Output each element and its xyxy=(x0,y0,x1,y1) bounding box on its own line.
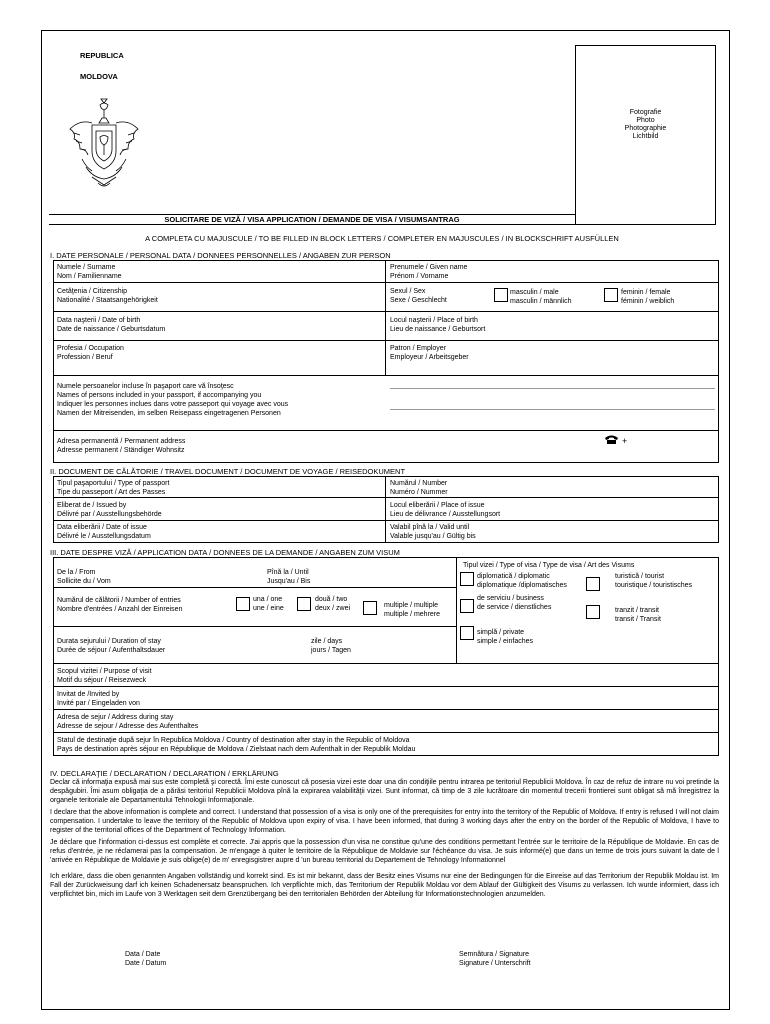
row-rule xyxy=(53,311,719,312)
transit-label: tranzit / transit transit / Transit xyxy=(615,607,661,623)
accompanying-persons-line-1[interactable] xyxy=(390,388,715,389)
private-checkbox[interactable] xyxy=(460,626,474,640)
section2-title: II. DOCUMENT DE CĂLĂTORIE / TRAVEL DOCUMENT / DOCUMENT DE VOYAGE / REISEDOKUMENT xyxy=(50,467,406,476)
place-of-birth-field[interactable]: Locul naşterii / Place of birth Lieu de naissance / Geburtsort xyxy=(390,317,486,333)
accompanying-persons-label: Numele persoanelor incluse în paşaport care vă însoţesc Names of persons included in your passport, if accompanying you Indiquer les personnes inclues dans votre passeport qui voyage avec vous Namen der Mitreisenden, im selben Reisepass eingetragenen Personen xyxy=(57,383,289,417)
row-rule xyxy=(53,709,719,710)
from-date-field[interactable]: De la / From Sollicite du / Vom xyxy=(57,569,111,585)
declaration-romanian: Declar că informaţia expusă mai sus este completă şi corectă. Îmi este cunoscut că posesia vizei este doar una din condiţiile pentru intrarea pe teritoriul Republicii Moldova. În caz de refuz de intrare nu voi pretinde la despăgubiri. Îmi asum obligaţia de a părăsi teritoriul Republicii Moldova pînă la expirarea valabilităţii vizei. Sunt informat, că timp de 3 zile lucrătoare din momentul trecerii frontierei sunt obligat să mă înregistrez la organele teritoriale ale Departamentului Tehnologii Informaţionale. xyxy=(50,779,719,804)
coat-of-arms-icon xyxy=(62,97,146,195)
photo-label: Fotografie Photo Photographie Lichtbild xyxy=(624,109,667,140)
declaration-french: Je déclare que l'information ci-dessus est complète et correcte. J'ai appris que la possession d'un visa ne constitue qu'une des conditions permettant l'entrée sur le territoire de la République de Moldavie. En cas de refus d'entrée, je ne réclamerai pas la compensation. Je m'engage à quiter le territoire de la République de Moldavie sur l'échéance du visa. Je suis informé(e) que dans un terme de trois jours suivant la date de l 'arrivée en République de Moldavie je suis oblige(e) de m' enregisgistrer aupre d 'un bureau territorial du Departement de Tehnology Informationnel xyxy=(50,839,719,864)
declaration-english: I declare that the above information is complete and correct. I understand that possession of a visa is only one of the prerequisites for entry into the territory of the Republic of Moldova. If entry is refused I will not claim compensation. I undertake to leave the territory of the Republic of Moldova upon expiry of visa. I have been informed, that during 3 working days after the entry on the border of the Republic of Moldova, I have to register of the territorial offices of the Department of Technology Information. xyxy=(50,809,719,834)
diplomatic-label: diplomatică / diplomatic diplomatique /diplomatisches xyxy=(477,573,567,589)
country-name-line1: REPUBLICA xyxy=(80,51,124,60)
telephone-icon xyxy=(604,434,619,445)
row-rule xyxy=(53,626,456,627)
declaration-german: Ich erkläre, dass die oben genannten Angaben vollständig und korrekt sind. Es ist mir bekannt, dass der Besitz eines Visums nur eine der Bedingungen für die Einreise auf das Territorium der Republik Moldau ist. Im Fall der Zurückweisung darf ich keinen Schadenersatz beanspruchen. Ich verpflichte mich, das Territorium der Republik Moldau vor dem Ablauf der Gültigkeit des Visums zu verlassen. Ich wurde informiert, dass ich verpflichtet bin, mich im Laufe von 3 Werktagen seit dem Grenzübergang bei den territorialen Behörden der Abteilung für Informationstechnologien anzumelden. xyxy=(50,873,719,898)
date-field[interactable]: Data / Date Date / Datum xyxy=(125,951,167,967)
invited-by-field[interactable]: Invitat de /Invited by Invité par / Eingeladen von xyxy=(57,691,140,707)
permanent-address-field[interactable]: Adresa permanentă / Permanent address Adresse permanent / Ständiger Wohnsitz xyxy=(57,438,186,454)
section2-divider xyxy=(385,476,386,543)
one-entry-checkbox[interactable] xyxy=(236,597,250,611)
employer-field[interactable]: Patron / Employer Employeur / Arbeitsgeber xyxy=(390,345,469,361)
sex-label: Sexul / Sex Sexe / Geschlecht xyxy=(390,288,447,304)
citizenship-field[interactable]: Cetăţenia / Citizenship Nationalité / Staatsangehörigkeit xyxy=(57,288,158,304)
diplomatic-checkbox[interactable] xyxy=(460,572,474,586)
accompanying-persons-line-2[interactable] xyxy=(390,409,715,410)
male-label: masculin / male masculin / männlich xyxy=(510,289,572,305)
row-rule xyxy=(53,686,719,687)
entries-label: Numărul de călătorii / Number of entries Nombre d'entrées / Anzahl der Einreisen xyxy=(57,597,183,613)
business-checkbox[interactable] xyxy=(460,599,474,613)
row-rule xyxy=(53,663,719,664)
row-rule xyxy=(53,430,719,431)
place-of-issue-field[interactable]: Locul eliberării / Place of issue Lieu de délivrance / Ausstellungsort xyxy=(390,502,501,518)
address-during-stay-field[interactable]: Adresa de sejur / Address during stay Adresse de sejour / Adresse des Aufenthaltes xyxy=(57,714,199,730)
title-rule-bottom xyxy=(49,224,715,225)
country-name-line2: MOLDOVA xyxy=(80,72,118,81)
transit-checkbox[interactable] xyxy=(586,605,600,619)
row-rule xyxy=(53,282,719,283)
female-label: feminin / female féminin / weiblich xyxy=(621,289,675,305)
section4-title: IV. DECLARAŢIE / DECLARATION / DECLARATION / ERKLÄRUNG xyxy=(50,769,279,778)
two-entries-checkbox[interactable] xyxy=(297,597,311,611)
private-label: simplă / private simple / einfaches xyxy=(477,629,534,645)
until-date-field[interactable]: Pînă la / Until Jusqu'au / Bis xyxy=(267,569,311,585)
valid-until-field[interactable]: Valabil pînă la / Valid until Valable jusqu'au / Gültig bis xyxy=(390,524,476,540)
block-letters-instruction: A COMPLETA CU MAJUSCULE / TO BE FILLED IN BLOCK LETTERS / COMPLETER EN MAJUSCULES / IN BLOCKSCHRIFT AUSFÜLLEN xyxy=(145,234,619,243)
duration-of-stay-field[interactable]: Durata sejurului / Duration of stay Durée de séjour / Aufenthaltsdauer xyxy=(57,638,166,654)
female-checkbox[interactable] xyxy=(604,288,618,302)
days-label: zile / days jours / Tagen xyxy=(311,638,351,654)
passport-number-field[interactable]: Numărul / Number Numéro / Nummer xyxy=(390,480,448,496)
section1-divider xyxy=(385,260,386,375)
multiple-entries-checkbox[interactable] xyxy=(363,601,377,615)
form-title: SOLICITARE DE VIZĂ / VISA APPLICATION / DEMANDE DE VISA / VISUMSANTRAG xyxy=(164,215,460,224)
section3-title: III. DATE DESPRE VIZĂ / APPLICATION DATA / DONNEES DE LA DEMANDE / ANGABEN ZUM VISUM xyxy=(50,548,400,557)
row-rule xyxy=(53,497,719,498)
row-rule xyxy=(53,340,719,341)
purpose-of-visit-field[interactable]: Scopul vizitei / Purpose of visit Motif du séjour / Reisezweck xyxy=(57,668,152,684)
multiple-entries-label: multiple / multiple multiple / mehrere xyxy=(384,602,441,618)
section1-title: I. DATE PERSONALE / PERSONAL DATA / DONNEES PERSONNELLES / ANGABEN ZUR PERSON xyxy=(50,251,391,260)
one-entry-label: una / one une / eine xyxy=(253,596,284,612)
issued-by-field[interactable]: Eliberat de / Issued by Délivré par / Ausstellungsbehörde xyxy=(57,502,162,518)
row-rule xyxy=(53,375,719,376)
tourist-label: turistică / tourist touristique / touristisches xyxy=(615,573,693,589)
row-rule xyxy=(53,520,719,521)
business-label: de serviciu / business de service / dienstliches xyxy=(477,595,552,611)
section3-divider xyxy=(456,557,457,663)
date-of-issue-field[interactable]: Data eliberării / Date of issue Délivré le / Ausstellungsdatum xyxy=(57,524,151,540)
passport-type-field[interactable]: Tipul paşaportului / Type of passport Tipe du passeport / Art des Passes xyxy=(57,480,170,496)
surname-field[interactable]: Numele / Surname Nom / Familienname xyxy=(57,264,122,280)
phone-field[interactable]: + xyxy=(622,436,628,446)
date-of-birth-field[interactable]: Data naşterii / Date of birth Date de naissance / Geburtsdatum xyxy=(57,317,166,333)
two-entries-label: două / two deux / zwei xyxy=(315,596,351,612)
male-checkbox[interactable] xyxy=(494,288,508,302)
destination-country-field[interactable]: Statul de destinaţie după sejur în Republica Moldova / Country of destination after stay in the Republic of Moldova Pays de destination après séjour en République de Moldova / Zielstaat nach dem Aufenthalt in der Republik Moldau xyxy=(57,737,416,753)
tourist-checkbox[interactable] xyxy=(586,577,600,591)
given-name-field[interactable]: Prenumele / Given name Prénom / Vorname xyxy=(390,264,468,280)
signature-field[interactable]: Semnătura / Signature Signature / Unterschrift xyxy=(459,951,531,967)
visa-type-label: Tipul vizei / Type of visa / Type de visa / Art des Visums xyxy=(463,562,635,569)
row-rule xyxy=(53,587,456,588)
occupation-field[interactable]: Profesia / Occupation Profession / Beruf xyxy=(57,345,124,361)
row-rule xyxy=(53,732,719,733)
